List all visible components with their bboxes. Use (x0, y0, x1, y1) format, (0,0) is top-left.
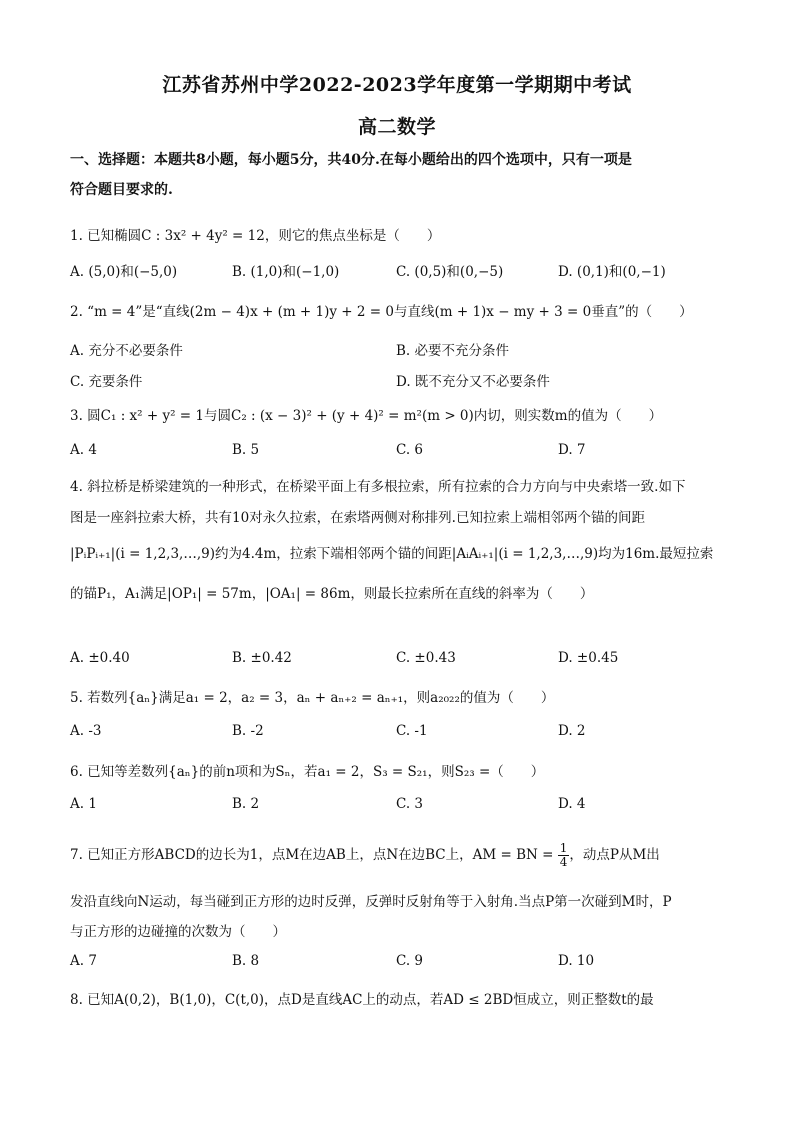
option-a: A. (5,0)和(−5,0) (70, 264, 178, 280)
question-8-text: 8. 已知A(0,2)，B(1,0)，C(t,0)，点D是直线AC上的动点，若AD ≤ 2BD恒成立，则正整数t的最 (70, 992, 654, 1008)
option-c: C. ±0.43 (396, 650, 456, 666)
question-2-text: 2. “m = 4”是“直线(2m − 4)x + (m + 1)y + 2 = 0与直线(m + 1)x − my + 3 = 0垂直”的（ ） (70, 304, 693, 320)
option-a: A. 7 (70, 953, 97, 969)
question-4-line-1: 4. 斜拉桥是桥梁建筑的一种形式，在桥梁平面上有多根拉索，所有拉索的合力方向与中央索塔一致.如下 (70, 479, 686, 495)
option-c: C. 6 (396, 442, 424, 458)
question-7-line-1-tail: ，动点P从M出 (569, 847, 660, 863)
question-7-line-1-lead: 7. 已知正方形ABCD的边长为1，点M在边AB上，点N在边BC上，AM = BN = (70, 847, 558, 863)
question-5-options (70, 723, 730, 743)
question-3-options (70, 442, 730, 462)
option-a: A. 充分不必要条件 (70, 343, 183, 359)
option-b: B. 8 (232, 953, 260, 969)
option-c: C. 9 (396, 953, 424, 969)
question-5-text: 5. 若数列{aₙ}满足a₁ = 2，a₂ = 3，aₙ + aₙ₊₂ = aₙ₊₁，则a₂₀₂₂的值为（ ） (70, 690, 555, 706)
question-4-line-4: 的锚P₁，A₁满足|OP₁| = 57m，|OA₁| = 86m，则最长拉索所在直线的斜率为（ ） (70, 586, 594, 602)
option-d: D. 既不充分又不必要条件 (396, 374, 550, 390)
fraction-denominator: 4 (559, 855, 568, 869)
question-6-options (70, 796, 730, 816)
option-a: A. 4 (70, 442, 97, 458)
option-b: B. 5 (232, 442, 260, 458)
option-c: C. -1 (396, 723, 428, 739)
option-c: C. 充要条件 (70, 374, 143, 390)
question-7-line-2: 发沿直线向N运动，每当碰到正方形的边时反弹，反弹时反射角等于入射角.当点P第一次碰到M时，P (70, 894, 672, 910)
option-d: D. 2 (558, 723, 586, 739)
question-4-options (70, 650, 730, 670)
section-heading-line1: 一、选择题：本题共8小题，每小题5分，共40分.在每小题给出的四个选项中，只有一项是 (70, 152, 632, 168)
option-d: D. ±0.45 (558, 650, 619, 666)
option-a: A. 1 (70, 796, 97, 812)
question-7-line-3: 与正方形的边碰撞的次数为（ ） (70, 924, 286, 940)
option-b: B. -2 (232, 723, 264, 739)
question-2-options-row1 (70, 339, 730, 359)
fraction-one-quarter (558, 842, 570, 869)
question-4-line-2: 图是一座斜拉索大桥，共有10对永久拉索，在索塔两侧对称排列.已知拉索上端相邻两个锚的间距 (70, 510, 645, 526)
question-6-text: 6. 已知等差数列{aₙ}的前n项和为Sₙ，若a₁ = 2，S₃ = S₂₁，则S₂₃ =（ ） (70, 764, 545, 780)
option-a: A. ±0.40 (70, 650, 130, 666)
question-7-options (70, 953, 730, 973)
option-a: A. -3 (70, 723, 102, 739)
question-2-options-row2 (70, 370, 730, 390)
section-heading-line2: 符合题目要求的. (70, 182, 173, 198)
question-1-text: 1. 已知椭圆C : 3x² + 4y² = 12，则它的焦点坐标是（ ） (70, 228, 441, 244)
question-3-text: 3. 圆C₁ : x² + y² = 1与圆C₂ : (x − 3)² + (y + 4)² = m²(m > 0)内切，则实数m的值为（ ） (70, 408, 663, 424)
option-b: B. 2 (232, 796, 260, 812)
question-7-line-1 (70, 842, 730, 869)
option-c: C. 3 (396, 796, 424, 812)
question-4-line-3: |PᵢPᵢ₊₁|(i = 1,2,3,…,9)约为4.4m，拉索下端相邻两个锚的间距|AᵢAᵢ₊₁|(i = 1,2,3,…,9)均为16m.最短拉索 (70, 546, 714, 562)
exam-subtitle: 高二数学 (357, 116, 436, 138)
question-1-options (70, 260, 730, 280)
option-d: D. (0,1)和(0,−1) (558, 264, 666, 280)
fraction-numerator: 1 (559, 841, 568, 855)
option-d: D. 10 (558, 953, 595, 969)
option-b: B. ±0.42 (232, 650, 292, 666)
option-b: B. (1,0)和(−1,0) (232, 264, 340, 280)
option-c: C. (0,5)和(0,−5) (396, 264, 504, 280)
exam-title: 江苏省苏州中学2022-2023学年度第一学期期中考试 (162, 74, 632, 96)
option-b: B. 必要不充分条件 (396, 343, 510, 359)
option-d: D. 7 (558, 442, 586, 458)
option-d: D. 4 (558, 796, 586, 812)
